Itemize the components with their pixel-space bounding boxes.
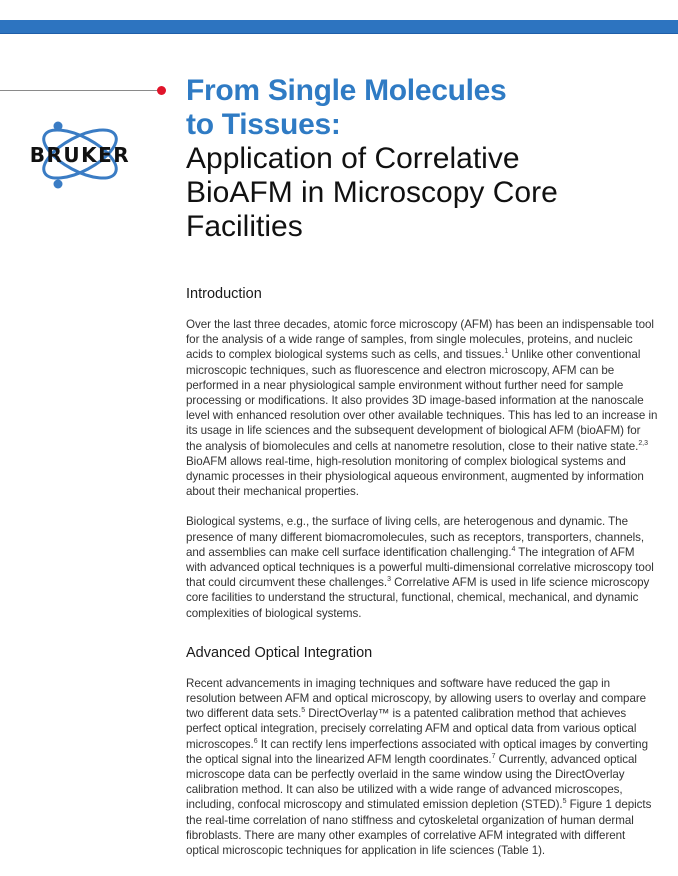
citation-ref: 6 [253, 737, 258, 745]
title-line-5: Facilities [186, 210, 303, 243]
intro-paragraph-2 [186, 514, 658, 620]
document-title [186, 74, 656, 244]
text-run: It can rectify lens imperfections associated with optical images by converting the optical signal into the linearized AFM length coordinates. [186, 737, 648, 766]
citation-ref: 5 [301, 707, 306, 715]
document-body [186, 286, 658, 858]
logo-wordmark: BRUKER [29, 143, 131, 167]
section-heading-introduction: Introduction [186, 286, 262, 302]
intro-paragraph-1 [186, 317, 658, 499]
text-run: Recent advancements in imaging techniques and software have reduced the gap in resolution between AFM and optical microscopy, by allowing users to overlay and compare two different data sets. [186, 676, 647, 721]
citation-ref: 5 [562, 798, 567, 806]
citation-ref: 2,3 [638, 439, 648, 447]
decorative-rule-line [0, 90, 160, 91]
text-run: Figure 1 depicts the real-time correlation of nano stiffness and cytoskeletal organization of human dermal fibroblasts. There are many other examples of correlative AFM integrated with different optical microscopic techniques for application in life sciences (Table 1). [186, 798, 652, 858]
title-line-1: From Single Molecules [186, 74, 507, 107]
text-run: DirectOverlay™ is a patented calibration method that achieves perfect optical integration, precisely correlating AFM and optical data from various optical microscopes. [186, 707, 637, 751]
section-heading-advanced-optical-integration: Advanced Optical Integration [186, 644, 373, 661]
citation-ref: 4 [511, 545, 516, 553]
advanced-optical-paragraph-1 [186, 676, 658, 858]
citation-ref: 1 [504, 348, 509, 356]
header-accent-bar [0, 20, 678, 34]
text-run: Correlative AFM is used in life science microscopy core facilities to understand the structural, functional, chemical, mechanical, and dynamic complexities of biological systems. [186, 576, 650, 620]
title-line-2: to Tissues: [186, 108, 341, 141]
text-run: Unlike other conventional microscopic techniques, such as fluorescence and electron microscopy, AFM can be performed in a near physiological sample environment without further need for sample processing or modifications. It also provides 3D image-based information at the nanoscale level with enhanced resolution over other available techniques. This has led to an increase in its usage in life sciences and the subsequent development of biological AFM (bioAFM) for the analysis of biomolecules and cells at nanometre resolution, close to their native state. [186, 348, 658, 453]
text-run: BioAFM allows real-time, high-resolution monitoring of complex biological systems and dynamic processes in their physiological aqueous environment, augmented by information about their mechanical properties. [186, 454, 644, 499]
citation-ref: 7 [491, 753, 496, 761]
title-line-4: BioAFM in Microscopy Core [186, 176, 558, 209]
text-run: The integration of AFM with advanced optical techniques is a powerful multi-dimensional correlative microscopy tool that could circumvent these challenges. [186, 545, 654, 590]
text-run: Over the last three decades, atomic force microscopy (AFM) has been an indispensable tool for the analysis of a wide range of samples, from single molecules, proteins, and nucleic acids to complex biological systems such as cells, and tissues. [186, 318, 654, 362]
bruker-logo [12, 116, 148, 192]
decorative-red-dot [157, 86, 166, 95]
text-run: Currently, advanced optical microscope data can be perfectly overlaid in the same window using the DirectOverlay calibration method. It can also be utilized with a wide range of advanced microscopes, including, confocal microscopy and stimulated emission depletion (STED). [186, 752, 637, 812]
text-run: Biological systems, e.g., the surface of living cells, are heterogenous and dynamic. The presence of many different biomacromolecules, such as receptors, transporters, channels, and assemblies can make cell surface identification challenging. [186, 515, 645, 559]
title-line-3: Application of Correlative [186, 142, 520, 175]
citation-ref: 3 [387, 576, 391, 584]
